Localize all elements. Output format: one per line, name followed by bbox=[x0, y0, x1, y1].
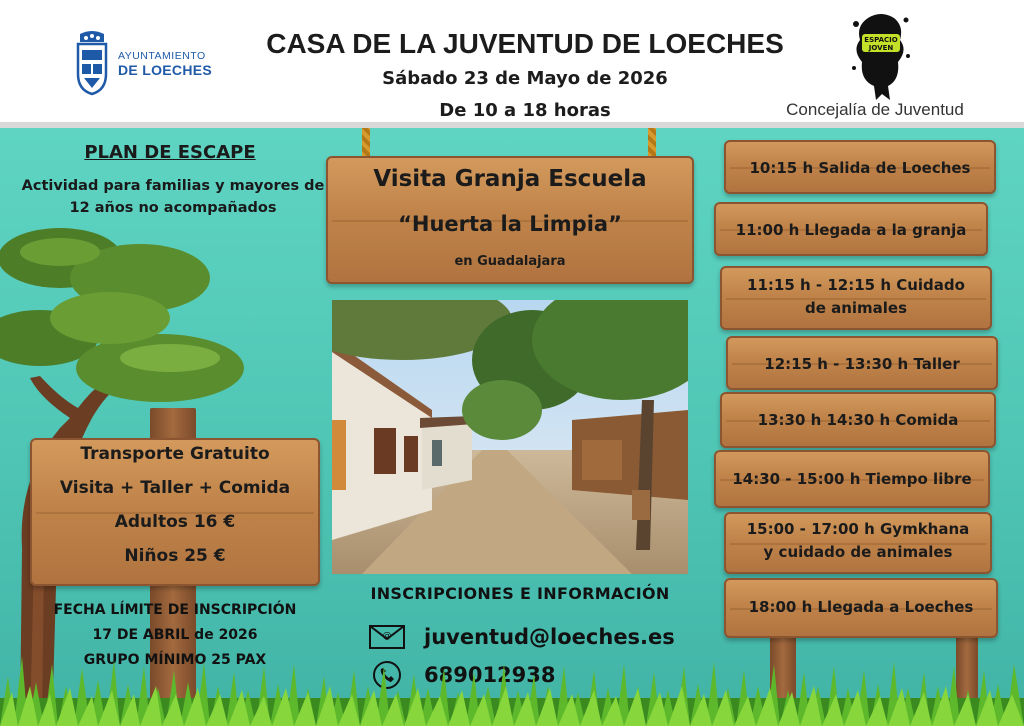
schedule-text: 11:15 h - 12:15 h Cuidado de animales bbox=[747, 276, 965, 318]
farm-photo bbox=[332, 300, 688, 574]
visit-title: Visita Granja Escuela bbox=[373, 166, 647, 192]
plan-description: Actividad para familias y mayores de 12 años no acompañados bbox=[21, 178, 325, 216]
poster-body bbox=[0, 128, 1024, 726]
phone-link[interactable]: 689012938 bbox=[424, 663, 556, 687]
schedule-item bbox=[726, 336, 998, 390]
price-line-adults: Adultos 16 € bbox=[114, 512, 236, 532]
coat-of-arms-icon bbox=[72, 30, 112, 96]
youth-logo-icon bbox=[848, 10, 914, 102]
schedule-text: 14:30 - 15:00 h Tiempo libre bbox=[732, 470, 972, 488]
visit-sign bbox=[326, 156, 694, 284]
price-line-children: Niños 25 € bbox=[124, 546, 226, 566]
schedule-item bbox=[714, 450, 990, 508]
registration-title: INSCRIPCIONES E INFORMACIÓN bbox=[370, 584, 670, 603]
svg-text:ESPACIO: ESPACIO bbox=[864, 36, 898, 44]
schedule-item bbox=[720, 266, 992, 330]
price-line-transport: Transporte Gratuito bbox=[80, 444, 270, 464]
farm-location: en Guadalajara bbox=[454, 254, 566, 269]
schedule-item bbox=[724, 578, 998, 638]
municipality-name: DE LOECHES bbox=[118, 62, 213, 78]
schedule-item bbox=[724, 512, 992, 574]
farm-name: “Huerta la Limpia” bbox=[398, 212, 622, 236]
schedule-text: 15:00 - 17:00 h Gymkhana y cuidado de animales bbox=[746, 520, 970, 562]
price-line-package: Visita + Taller + Comida bbox=[59, 478, 291, 498]
schedule-text: 18:00 h Llegada a Loeches bbox=[748, 598, 974, 616]
svg-text:@: @ bbox=[382, 631, 392, 641]
schedule-item bbox=[714, 202, 988, 256]
department-name: Concejalía de Juventud bbox=[786, 100, 964, 119]
municipality-label: AYUNTAMIENTO bbox=[118, 50, 206, 62]
svg-text:JOVEN: JOVEN bbox=[868, 44, 894, 52]
grass-illustration bbox=[0, 636, 1024, 726]
plan-title: PLAN DE ESCAPE bbox=[84, 142, 256, 163]
price-sign bbox=[30, 438, 320, 586]
schedule-text: 11:00 h Llegada a la granja bbox=[735, 221, 967, 239]
schedule-text: 10:15 h Salida de Loeches bbox=[749, 159, 971, 177]
deadline-line: FECHA LÍMITE DE INSCRIPCIÓN bbox=[53, 602, 297, 618]
page-title: CASA DE LA JUVENTUD DE LOECHES bbox=[266, 28, 784, 59]
schedule-item bbox=[720, 392, 996, 448]
email-link[interactable]: juventud@loeches.es bbox=[424, 625, 675, 649]
header bbox=[0, 0, 1024, 124]
deadline-line: 17 DE ABRIL de 2026 bbox=[92, 627, 258, 644]
schedule-text: 13:30 h 14:30 h Comida bbox=[757, 411, 959, 429]
schedule-item bbox=[724, 140, 996, 194]
deadline-line: GRUPO MÍNIMO 25 PAX bbox=[83, 652, 267, 669]
event-date: Sábado 23 de Mayo de 2026 bbox=[382, 68, 668, 89]
event-hours: De 10 a 18 horas bbox=[439, 100, 611, 121]
schedule-text: 12:15 h - 13:30 h Taller bbox=[764, 355, 960, 373]
